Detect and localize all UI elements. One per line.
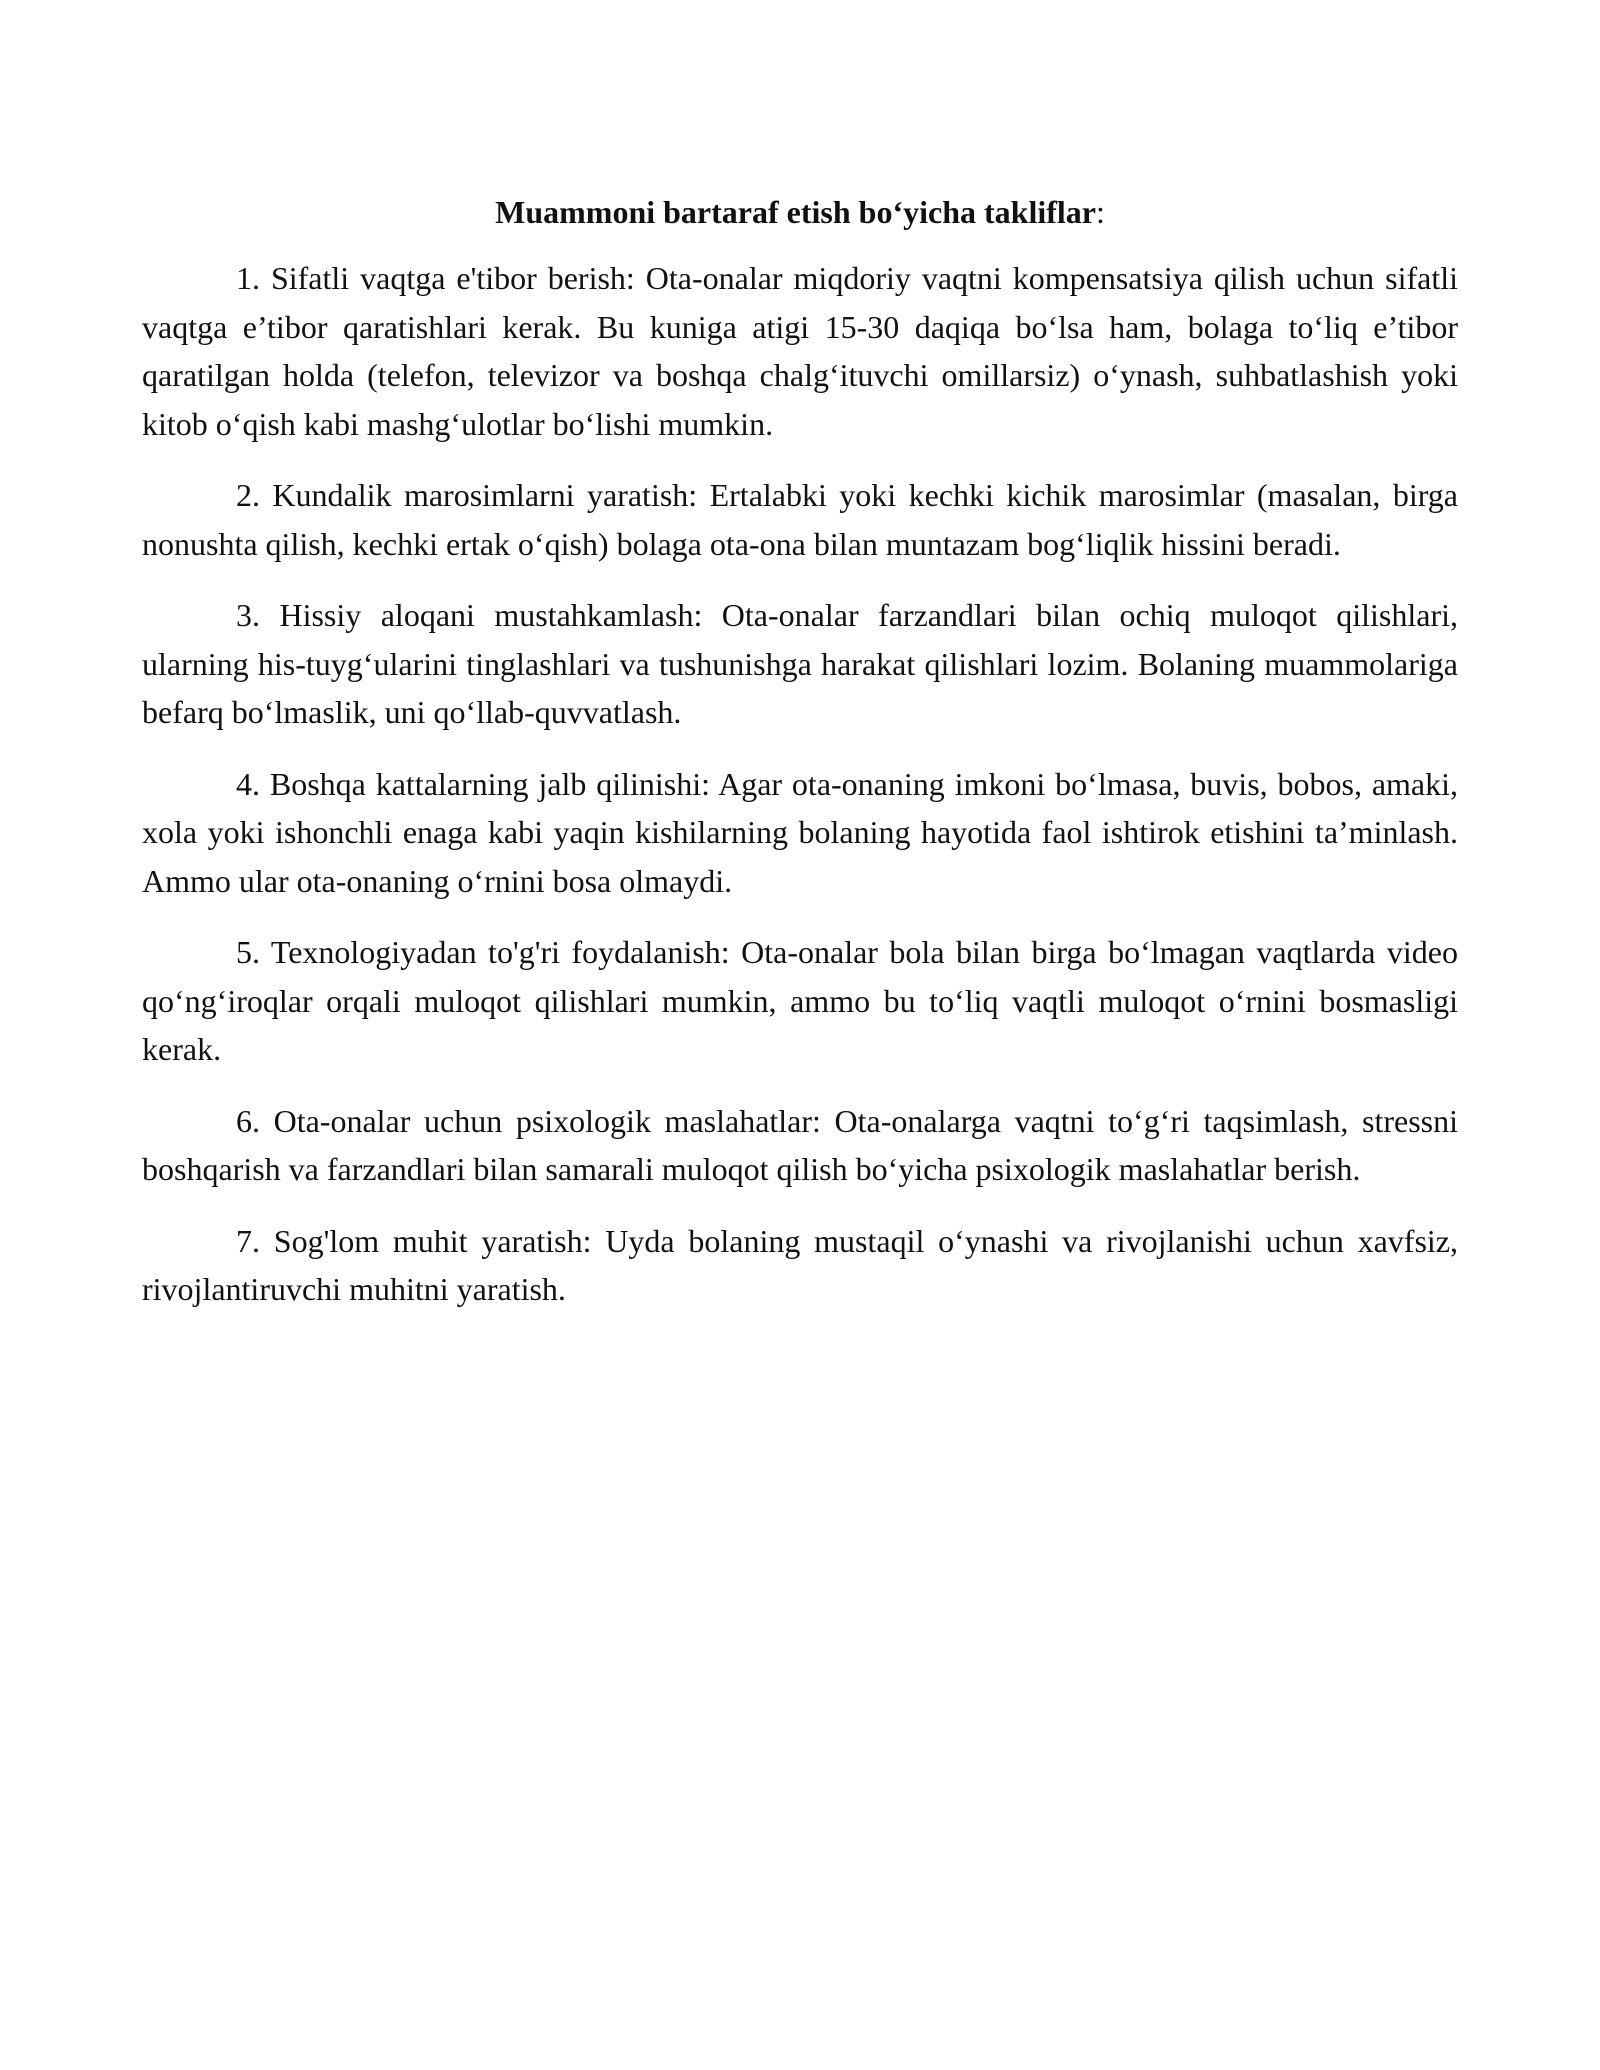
- document-body: [142, 188, 1458, 1337]
- proposal-item-2: 2. Kundalik marosimlarni yaratish: Ertalabki yoki kechki kichik marosimlar (masalan, birga nonushta qilish, kechki ertak o‘qish) bolaga ota-ona bilan muntazam bog‘liqlik hissini beradi.: [142, 477, 1458, 562]
- proposal-item-4: 4. Boshqa kattalarning jalb qilinishi: Agar ota-onaning imkoni bo‘lmasa, buvis, bobos, amaki, xola yoki ishonchli enaga kabi yaqin kishilarning bolaning hayotida faol ishtirok etishini ta’minlash. Ammo ular ota-onaning o‘rnini bosa olmaydi.: [142, 765, 1458, 899]
- title-colon: :: [1095, 194, 1105, 230]
- proposal-item-1: 1. Sifatli vaqtga e'tibor berish: Ota-onalar miqdoriy vaqtni kompensatsiya qilish uchun sifatli vaqtga e’tibor qaratishlari kerak. Bu kuniga atigi 15-30 daqiqa bo‘lsa ham, bolaga to‘liq e’tibor qaratilgan holda (telefon, televizor va boshqa chalg‘ituvchi omillarsiz) o‘ynash, suhbatlashish yoki kitob o‘qish kabi mashg‘ulotlar bo‘lishi mumkin.: [142, 260, 1458, 442]
- proposal-item-5: 5. Texnologiyadan to'g'ri foydalanish: Ota-onalar bola bilan birga bo‘lmagan vaqtlarda video qo‘ng‘iroqlar orqali muloqot qilishlari mumkin, ammo bu to‘liq vaqtli muloqot o‘rnini bosmasligi kerak.: [142, 934, 1458, 1067]
- title-text: Muammoni bartaraf etish bo‘yicha takliflar: [495, 194, 1096, 230]
- proposal-item-7: 7. Sog'lom muhit yaratish: Uyda bolaning mustaqil o‘ynashi va rivojlanishi uchun xavfsiz, rivojlantiruvchi muhitni yaratish.: [142, 1222, 1458, 1307]
- proposal-item-6: 6. Ota-onalar uchun psixologik maslahatlar: Ota-onalarga vaqtni to‘g‘ri taqsimlash, stressni boshqarish va farzandlari bilan samarali muloqot qilish bo‘yicha psixologik maslahatlar berish.: [142, 1102, 1458, 1187]
- page-title: [142, 188, 1458, 236]
- proposal-item-3: 3. Hissiy aloqani mustahkamlash: Ota-onalar farzandlari bilan ochiq muloqot qilishlari, ularning his-tuyg‘ularini tinglashlari va tushunishga harakat qilishlari lozim. Bolaning muammolariga befarq bo‘lmaslik, uni qo‘llab-quvvatlash.: [142, 597, 1458, 730]
